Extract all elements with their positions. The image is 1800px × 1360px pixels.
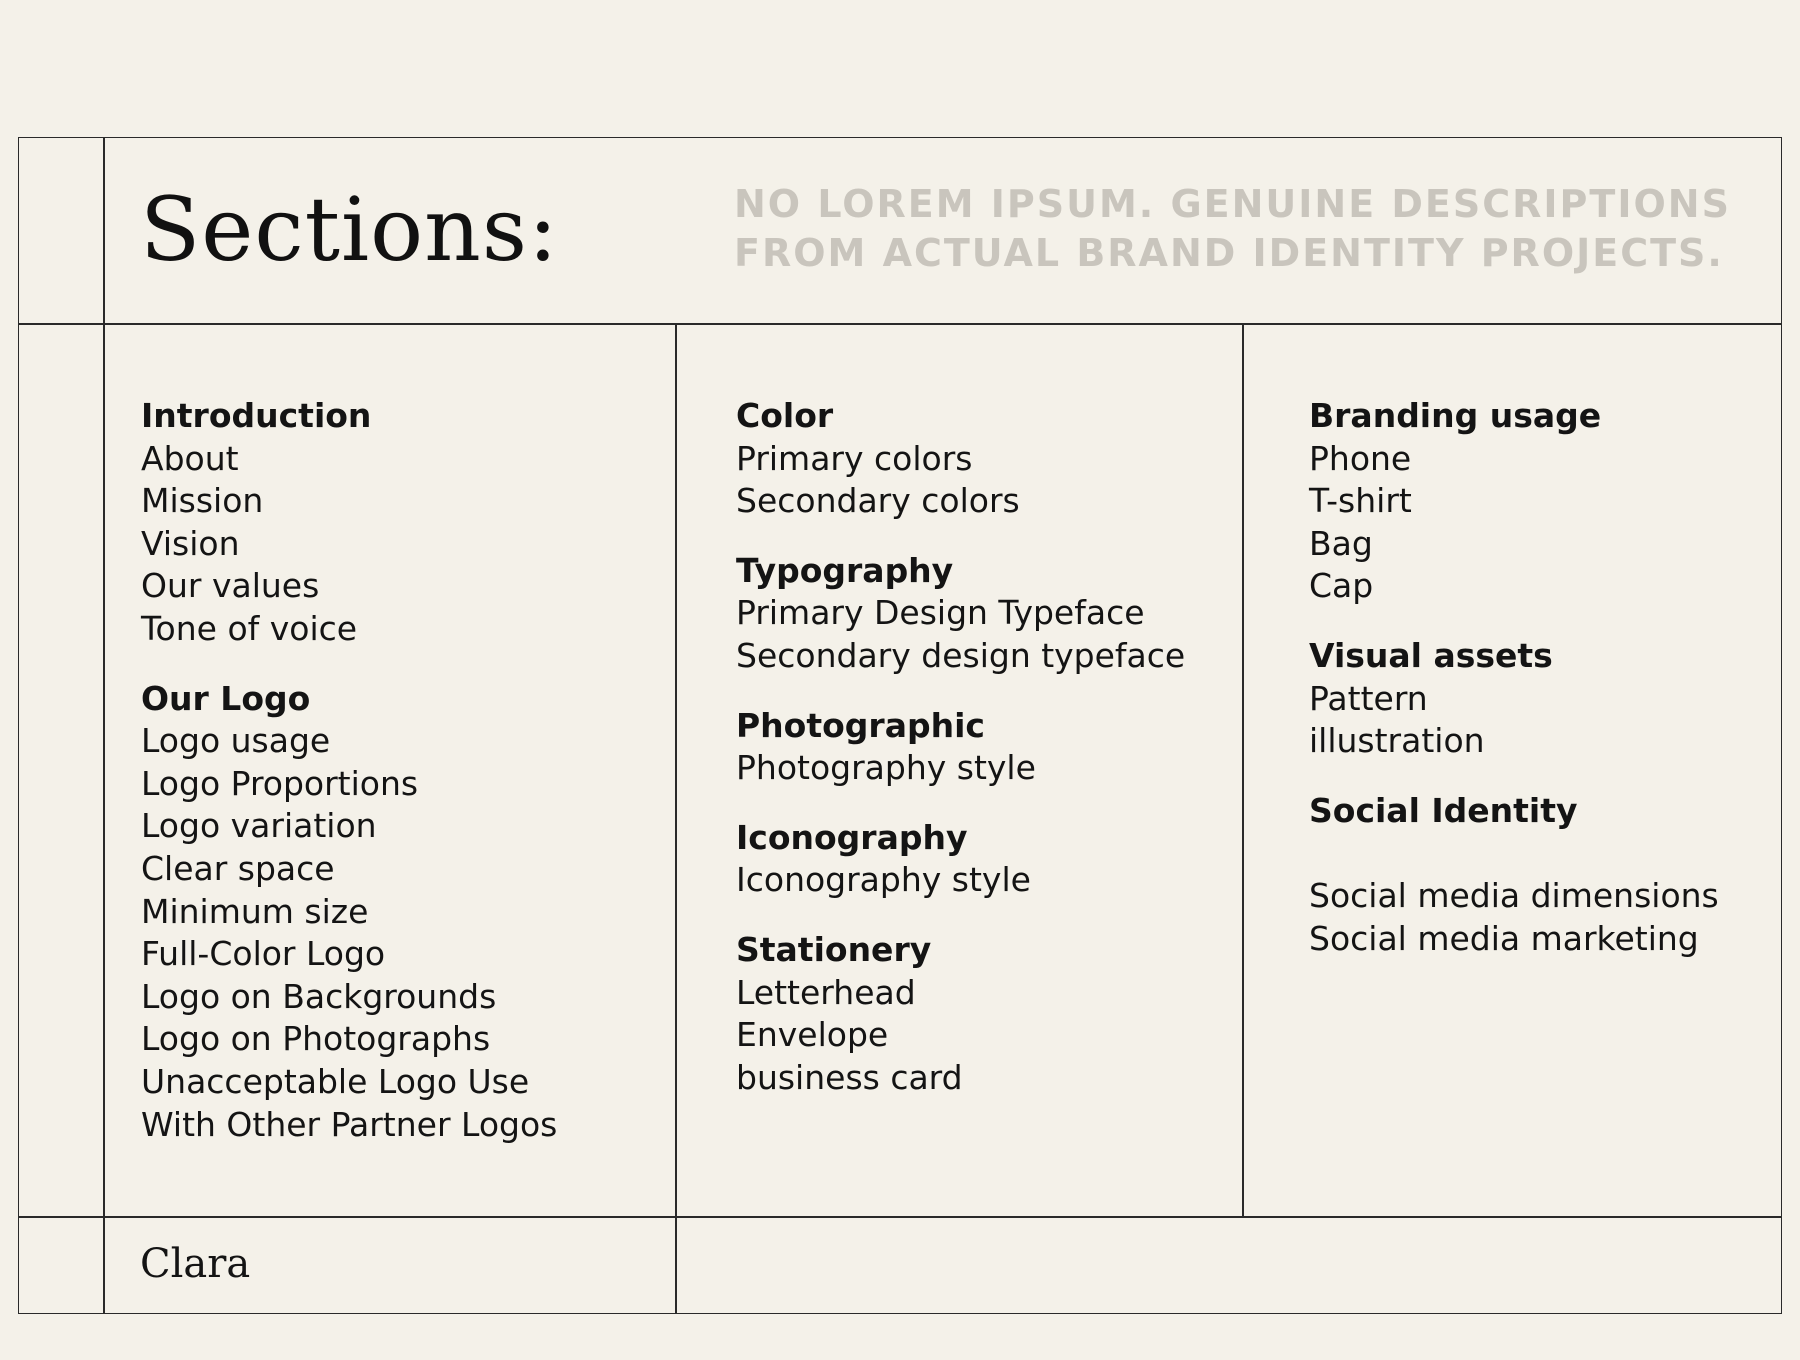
spacer bbox=[1309, 832, 1719, 875]
section-item: business card bbox=[736, 1057, 963, 1097]
section-item: Secondary colors bbox=[736, 481, 1020, 521]
sections-column-3 bbox=[1309, 395, 1719, 987]
section-item: Iconography style bbox=[736, 860, 1031, 900]
section-heading: Typography bbox=[736, 550, 954, 590]
section-group bbox=[736, 929, 1185, 1099]
section-heading: Iconography bbox=[736, 817, 968, 857]
grid-divider-col-1 bbox=[675, 323, 677, 1314]
tagline-line-1: NO LOREM IPSUM. GENUINE DESCRIPTIONS bbox=[734, 182, 1731, 226]
section-heading: Our Logo bbox=[141, 678, 311, 718]
section-item: Logo on Photographs bbox=[141, 1019, 491, 1059]
sections-column-1 bbox=[141, 395, 557, 1173]
section-item: Cap bbox=[1309, 566, 1374, 606]
section-item: Logo usage bbox=[141, 721, 331, 761]
section-heading: Color bbox=[736, 396, 834, 435]
tagline-line-2: FROM ACTUAL BRAND IDENTITY PROJECTS. bbox=[734, 231, 1724, 275]
section-item: Mission bbox=[141, 481, 264, 521]
section-item: Phone bbox=[1309, 438, 1412, 478]
section-item: Logo Proportions bbox=[141, 763, 419, 803]
section-heading: Photographic bbox=[736, 705, 985, 745]
section-group bbox=[736, 705, 1185, 790]
grid-divider-footer bbox=[18, 1216, 1782, 1218]
section-item: Bag bbox=[1309, 523, 1373, 563]
section-item: Envelope bbox=[736, 1015, 889, 1055]
tagline bbox=[734, 180, 1734, 278]
section-heading: Branding usage bbox=[1309, 396, 1602, 435]
section-item: Primary Design Typeface bbox=[736, 593, 1145, 633]
section-item: Full-Color Logo bbox=[141, 934, 386, 974]
sections-column-2 bbox=[736, 395, 1185, 1126]
section-item: Pattern bbox=[1309, 678, 1428, 718]
section-heading: Visual assets bbox=[1309, 635, 1553, 675]
section-group bbox=[141, 395, 557, 651]
section-item: Unacceptable Logo Use bbox=[141, 1061, 530, 1101]
section-item: With Other Partner Logos bbox=[141, 1104, 558, 1144]
section-item: Logo on Backgrounds bbox=[141, 976, 497, 1016]
brand-wordmark: Clara bbox=[140, 1241, 251, 1287]
section-group bbox=[736, 817, 1185, 902]
section-item: illustration bbox=[1309, 721, 1485, 761]
grid-divider-col-2 bbox=[1242, 323, 1244, 1217]
section-item: Our values bbox=[141, 566, 320, 606]
section-group bbox=[141, 678, 557, 1147]
section-item: Social media dimensions bbox=[1309, 875, 1719, 915]
section-group bbox=[1309, 395, 1719, 608]
section-item: About bbox=[141, 438, 239, 478]
grid-divider-left-margin bbox=[103, 137, 105, 1314]
section-heading: Introduction bbox=[141, 396, 372, 435]
section-item: Clear space bbox=[141, 848, 335, 888]
section-group bbox=[736, 550, 1185, 678]
section-item: Tone of voice bbox=[141, 608, 358, 648]
section-item: T-shirt bbox=[1309, 481, 1412, 521]
section-heading: Social Identity bbox=[1309, 790, 1578, 830]
section-item: Letterhead bbox=[736, 972, 916, 1012]
section-heading: Stationery bbox=[736, 929, 932, 969]
section-group bbox=[1309, 635, 1719, 763]
section-group bbox=[1309, 790, 1719, 960]
section-group bbox=[736, 395, 1185, 523]
section-item: Social media marketing bbox=[1309, 918, 1699, 958]
section-item: Secondary design typeface bbox=[736, 635, 1186, 675]
grid-divider-header bbox=[18, 323, 1782, 325]
section-item: Primary colors bbox=[736, 438, 973, 478]
section-item: Vision bbox=[141, 523, 240, 563]
page-title: Sections: bbox=[140, 178, 559, 281]
section-item: Logo variation bbox=[141, 806, 377, 846]
section-item: Minimum size bbox=[141, 891, 369, 931]
section-item: Photography style bbox=[736, 748, 1036, 788]
